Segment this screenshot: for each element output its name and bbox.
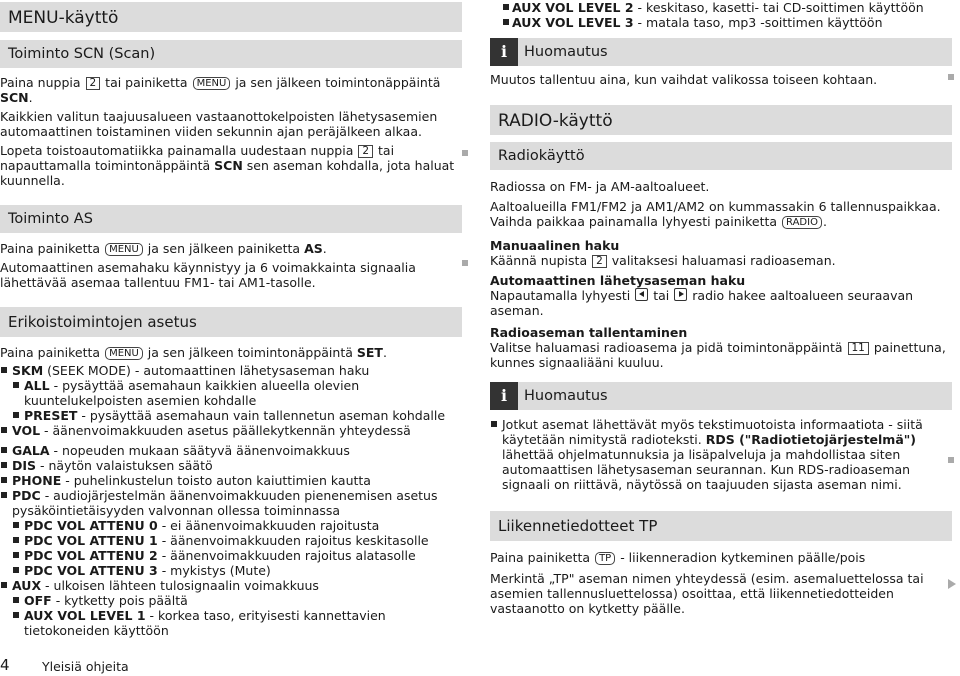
scn-paragraph-2: Kaikkien valitun taajuusalueen vastaanottokelpoisten lähetysasemien automaattinen toistaminen viiden sekunnin ajan peräjälkeen alkaa. bbox=[0, 109, 438, 139]
chapter-title-menu: MENU-käyttö bbox=[0, 2, 462, 32]
special-settings-list bbox=[0, 363, 462, 638]
list-item: GALA - nopeuden mukaan säätyvä äänenvoimakkuus bbox=[0, 443, 462, 458]
key-11: 11 bbox=[848, 342, 869, 355]
note-title: Huomautus bbox=[524, 388, 608, 404]
list-item: ALL - pysäyttää asemahaun kaikkien alueella olevien kuuntelukelpoisten asemien kohdalle bbox=[0, 378, 462, 408]
continue-arrow-icon bbox=[948, 579, 956, 589]
scn-paragraph-3: Lopeta toistoautomatiikka painamalla uudestaan nuppia 2 tai napauttamalla toimintonäppäintä SCN sen aseman kohdalla, jota haluat kuunnella. bbox=[0, 143, 455, 188]
traffic-paragraph-1: Paina painiketta TP - liikenneradion kytkeminen päälle/pois bbox=[490, 550, 866, 565]
list-item: VOL - äänenvoimakkuuden asetus päällekytkennän yhteydessä bbox=[0, 423, 462, 438]
list-item: SKM (SEEK MODE) - automaattinen lähetysaseman haku bbox=[0, 363, 462, 378]
as-paragraph-2: Automaattinen asemahaku käynnistyy ja 6 voimakkainta signaalia lähettävää asemaa tallentuu FM1- tai AM1-tasolle. bbox=[0, 260, 416, 290]
info-icon: i bbox=[490, 382, 518, 410]
chapter-title-radio: RADIO-käyttö bbox=[490, 105, 952, 135]
list-item: AUX VOL LEVEL 3 - matala taso, mp3 -soittimen käyttöön bbox=[490, 15, 952, 30]
list-item: PDC VOL ATTENU 2 - äänenvoimakkuuden rajoitus alatasolle bbox=[0, 548, 462, 563]
knob-2-key: 2 bbox=[86, 77, 101, 90]
list-item: PHONE - puhelinkustelun toisto auton kaiuttimien kautta bbox=[0, 473, 462, 488]
info-icon: i bbox=[490, 38, 518, 66]
note-text: Jotkut asemat lähettävät myös tekstimuotoista informaatiota - siitä käytetään nimitystä radioteksti. RDS ("Radiotietojärjestelmä") lähettää ohjelmatunnuksia ja lisäpalveluja ja mahdollistaa siten automaattisen lähetysaseman seurannan. Kun RDS-radioaseman signaali on riittävä, näytössä on taajuuden sijasta aseman nimi. bbox=[490, 417, 952, 492]
list-item: DIS - näytön valaistuksen säätö bbox=[0, 458, 462, 473]
list-item: OFF - kytketty pois päältä bbox=[0, 593, 462, 608]
as-paragraph-1: Paina painiketta MENU ja sen jälkeen painiketta AS. bbox=[0, 241, 327, 256]
menu-key: MENU bbox=[105, 347, 143, 360]
list-item: PDC VOL ATTENU 1 - äänenvoimakkuuden rajoitus keskitasolle bbox=[0, 533, 462, 548]
note-title: Huomautus bbox=[524, 44, 608, 60]
radio-paragraph-2: Aaltoalueilla FM1/FM2 ja AM1/AM2 on kummassakin 6 tallennuspaikkaa. Vaihda paikkaa painamalla lyhyesti painiketta RADIO . bbox=[490, 199, 941, 229]
note-text: Muutos tallentuu aina, kun vaihdat valikossa toiseen kohtaan. bbox=[490, 72, 878, 87]
section-heading-special: Erikoistoimintojen asetus bbox=[0, 307, 462, 337]
special-paragraph-1: Paina painiketta MENU ja sen jälkeen toimintonäppäintä SET. bbox=[0, 345, 387, 360]
radio-paragraph-1: Radiossa on FM- ja AM-aaltoalueet. bbox=[490, 179, 710, 194]
traffic-paragraph-2: Merkintä „TP" aseman nimen yhteydessä (esim. asemaluettelossa tai asemien tallennusluettelossa) osoittaa, että liikennetiedotteiden vastaanotto on kytketty päälle. bbox=[490, 571, 924, 616]
right-column bbox=[490, 0, 952, 616]
list-item: AUX VOL LEVEL 2 - keskitaso, kasetti- tai CD-soittimen käyttöön bbox=[490, 0, 952, 15]
knob-2-key: 2 bbox=[358, 145, 373, 158]
section-heading-as: Toiminto AS bbox=[0, 205, 462, 233]
section-end-marker bbox=[948, 457, 954, 463]
list-item: PDC - audiojärjestelmän äänenvoimakkuuden pienenemisen asetus pysäköintietäisyyden valvonnan ollessa toiminnassa bbox=[0, 488, 462, 518]
radio-key: RADIO bbox=[782, 216, 822, 229]
section-end-marker bbox=[948, 74, 954, 80]
list-item: AUX VOL LEVEL 1 - korkea taso, erityisesti kannettavien tietokoneiden käyttöön bbox=[0, 608, 462, 638]
scn-paragraph-1: Paina nuppia 2 tai painiketta MENU ja sen jälkeen toimintonäppäintä SCN. bbox=[0, 75, 441, 105]
page-number: 4 bbox=[0, 656, 10, 674]
section-end-marker bbox=[462, 150, 468, 156]
footer-title: Yleisiä ohjeita bbox=[42, 659, 129, 674]
list-item: PRESET - pysäyttää asemahaun vain tallennetun aseman kohdalle bbox=[0, 408, 462, 423]
save-station-heading: Radioaseman tallentaminen bbox=[490, 325, 688, 340]
section-end-marker bbox=[462, 260, 468, 266]
menu-key: MENU bbox=[105, 243, 143, 256]
section-heading-scn: Toiminto SCN (Scan) bbox=[0, 40, 462, 68]
left-column bbox=[0, 0, 462, 638]
tp-key: TP bbox=[595, 552, 615, 565]
knob-2-key: 2 bbox=[592, 255, 607, 268]
list-item: PDC VOL ATTENU 3 - mykistys (Mute) bbox=[0, 563, 462, 578]
auto-search-heading: Automaattinen lähetysaseman haku bbox=[490, 273, 746, 288]
note-header bbox=[490, 382, 952, 410]
section-heading-traffic: Liikennetiedotteet TP bbox=[490, 511, 952, 541]
seek-right-icon bbox=[674, 288, 687, 301]
manual-search-text: Käännä nupista 2 valitaksesi haluamasi radioaseman. bbox=[490, 253, 836, 268]
auto-search-text: Napautamalla lyhyesti tai radio hakee aaltoalueen seuraavan aseman. bbox=[490, 288, 914, 318]
note-header bbox=[490, 38, 952, 66]
section-heading-radio: Radiokäyttö bbox=[490, 142, 952, 170]
manual-search-heading: Manuaalinen haku bbox=[490, 238, 620, 253]
seek-left-icon bbox=[635, 288, 648, 301]
save-station-text: Valitse haluamasi radioasema ja pidä toimintonäppäintä 11 painettuna, kunnes signaaliääni kuuluu. bbox=[490, 340, 946, 370]
menu-key: MENU bbox=[193, 77, 231, 90]
aux-level-list bbox=[490, 0, 952, 30]
list-item: AUX - ulkoisen lähteen tulosignaalin voimakkuus bbox=[0, 578, 462, 593]
list-item: PDC VOL ATTENU 0 - ei äänenvoimakkuuden rajoitusta bbox=[0, 518, 462, 533]
